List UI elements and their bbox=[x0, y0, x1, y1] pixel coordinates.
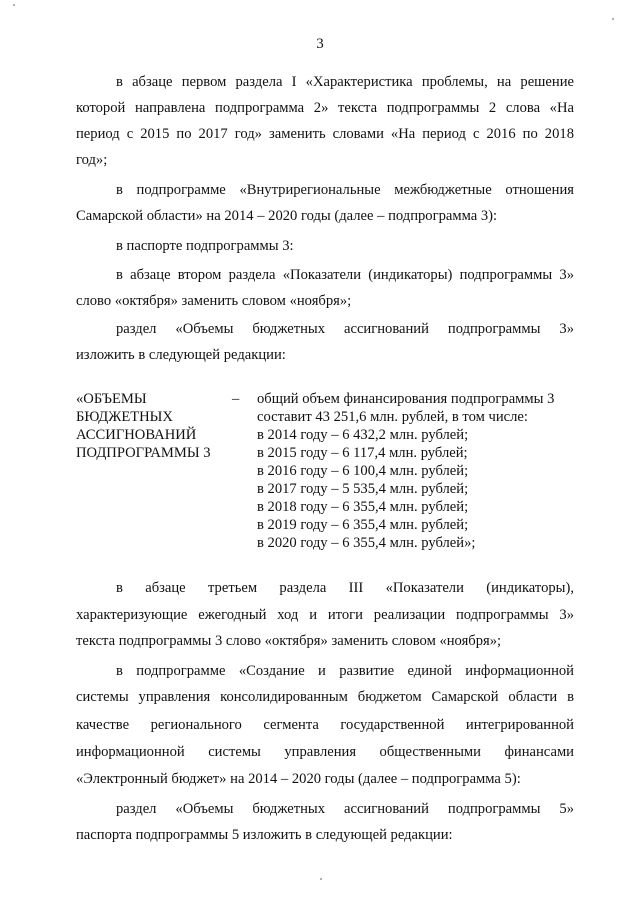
table-right-line: в 2017 году – 5 535,4 млн. рублей; bbox=[257, 481, 469, 497]
table-left-line: АССИГНОВАНИЙ bbox=[76, 427, 197, 443]
scan-speck bbox=[612, 18, 614, 20]
table-right-line: в 2015 году – 6 117,4 млн. рублей; bbox=[257, 445, 468, 461]
table-right-line: в 2014 году – 6 432,2 млн. рублей; bbox=[257, 427, 469, 443]
table-right-column bbox=[257, 390, 577, 552]
page-number: 3 bbox=[316, 36, 324, 52]
table-right-line: в 2016 году – 6 100,4 млн. рублей; bbox=[257, 463, 469, 479]
text-line: период с 2015 по 2017 год» заменить словами «На период с 2016 по 2018 bbox=[76, 126, 574, 142]
text-line: характеризующие ежегодный ход и итоги реализации подпрограммы 3» bbox=[76, 607, 574, 623]
text-line: системы управления консолидированным бюджетом Самарской области в bbox=[76, 689, 574, 705]
text-line: в паспорте подпрограммы 3: bbox=[116, 238, 294, 254]
table-right-line: в 2018 году – 6 355,4 млн. рублей; bbox=[257, 499, 469, 515]
text-line: качестве регионального сегмента государственной интегрированной bbox=[76, 717, 574, 733]
table-dash: – bbox=[232, 391, 240, 407]
text-line: Самарской области» на 2014 – 2020 годы (далее – подпрограмма 3): bbox=[76, 208, 498, 224]
scan-speck bbox=[320, 878, 322, 880]
text-line: в абзаце первом раздела I «Характеристика проблемы, на решение bbox=[116, 74, 574, 90]
table-right-line: в 2019 году – 6 355,4 млн. рублей; bbox=[257, 517, 469, 533]
scan-speck bbox=[13, 4, 15, 6]
text-line: информационной системы управления общественными финансами bbox=[76, 744, 574, 760]
text-line: текста подпрограммы 3 слово «октября» заменить словом «ноября»; bbox=[76, 633, 502, 649]
text-line: в подпрограмме «Создание и развитие единой информационной bbox=[116, 663, 574, 679]
text-line: в абзаце втором раздела «Показатели (индикаторы) подпрограммы 3» bbox=[116, 267, 574, 283]
text-line: в абзаце третьем раздела III «Показатели (индикаторы), bbox=[116, 580, 574, 596]
text-line: в подпрограмме «Внутрирегиональные межбюджетные отношения bbox=[116, 182, 574, 198]
table-left-column bbox=[76, 390, 211, 462]
table-right-line: составит 43 251,6 млн. рублей, в том числе: bbox=[257, 409, 528, 425]
text-line: год»; bbox=[76, 152, 108, 168]
table-left-line: БЮДЖЕТНЫХ bbox=[76, 409, 173, 425]
table-right-line: общий объем финансирования подпрограммы 3 bbox=[257, 391, 555, 407]
table-right-line: в 2020 году – 6 355,4 млн. рублей»; bbox=[257, 535, 476, 551]
table-left-line: «ОБЪЕМЫ bbox=[76, 391, 147, 407]
text-line: «Электронный бюджет» на 2014 – 2020 годы (далее – подпрограмма 5): bbox=[76, 771, 521, 787]
text-line: паспорта подпрограммы 5 изложить в следующей редакции: bbox=[76, 827, 453, 843]
text-line: слово «октября» заменить словом «ноября»; bbox=[76, 293, 352, 309]
text-line: которой направлена подпрограмма 2» текста подпрограммы 2 слова «На bbox=[76, 100, 574, 116]
table-left-line: ПОДПРОГРАММЫ 3 bbox=[76, 445, 211, 461]
text-line: раздел «Объемы бюджетных ассигнований подпрограммы 3» bbox=[116, 321, 574, 337]
text-line: изложить в следующей редакции: bbox=[76, 347, 286, 363]
text-line: раздел «Объемы бюджетных ассигнований подпрограммы 5» bbox=[116, 801, 574, 817]
